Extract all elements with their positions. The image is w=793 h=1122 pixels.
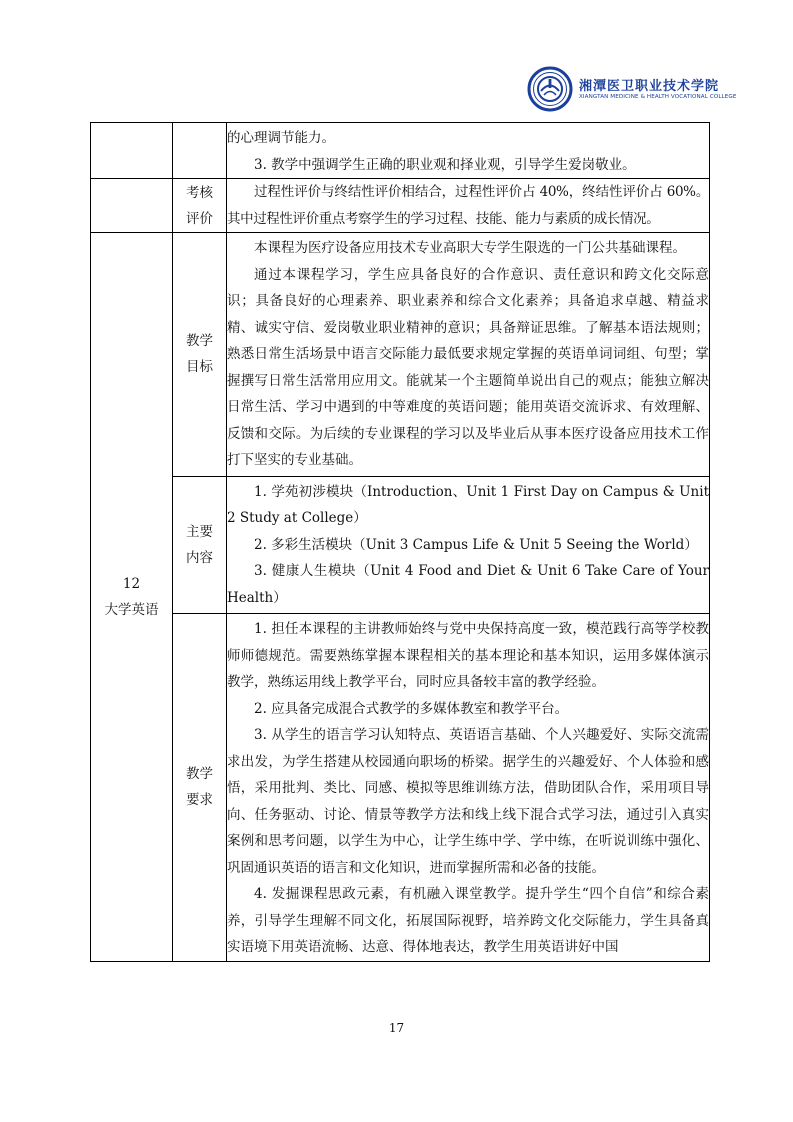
requirements-paragraph-2: 2. 应具备完成混合式教学的多媒体教室和教学平台。 (254, 700, 569, 717)
prev-requirements-text (227, 123, 710, 179)
objectives-paragraph-2: 通过本课程学习，学生应具备良好的合作意识、责任意识和跨文化交际意识；具备良好的心理素养、职业素养和综合文化素养；具备追求卓越、精益求精、诚实守信、爱岗敬业职业精神的意识；具备辩证思维。了解基本语法规则；熟悉日常生活场景中语言交际能力最低要求规定掌握的英语单词词组、句型；掌握撰写日常生活常用应用文。能就某一个主题简单说出自己的观点；能独立解决日常生活、学习中遇到的中等难度的英语问题；能用英语交流诉求、有效理解、反馈和交际。为后续的专业课程的学习以及毕业后从事本医疗设备应用技术工作打下坚实的专业基础。 (227, 266, 709, 468)
objectives-label: 教学 目标 (173, 233, 227, 477)
requirements-paragraph-3: 3. 从学生的语言学习认知特点、英语语言基础、个人兴趣爱好、实际交流需求出发，为学生搭建从校园通向职场的桥梁。据学生的兴趣爱好、个人体验和感悟，采用批判、类比、同感、模拟等思维训练方法，借助团队合作，采用项目导向、任务驱动、讨论、情景等教学方法和线上线下混合式学习法，通过引入真实案例和思考问题，以学生为中心，让学生练中学、学中练，在听说训练中强化、巩固通识英语的语言和文化知识，进而掌握所需和必备的技能。 (227, 727, 709, 876)
requirements-label: 教学 要求 (173, 614, 227, 962)
row-objectives (91, 233, 710, 477)
course-cell (91, 233, 173, 962)
row-main-content (91, 476, 710, 614)
page-number: 17 (388, 1021, 405, 1035)
content-text (227, 476, 710, 614)
content-module-1: 1. 学苑初涉模块（Introduction、Unit 1 First Day on Campus & Unit 2 Study at College） (227, 483, 709, 526)
prev-course-cell (91, 179, 173, 233)
prev-requirements-line-2: 3. 教学中强调学生正确的职业观和择业观，引导学生爱岗敬业。 (254, 156, 636, 173)
requirements-text (227, 614, 710, 962)
assessment-label: 考核 评价 (173, 179, 227, 233)
college-emblem-icon (527, 66, 573, 112)
row-teaching-requirements-continued (91, 123, 710, 179)
prev-course-cell (91, 123, 173, 179)
content-module-2: 2. 多彩生活模块（Unit 3 Campus Life & Unit 5 Seeing the World） (254, 536, 698, 553)
course-number: 12 (122, 575, 141, 592)
row-assessment (91, 179, 710, 233)
assessment-text: 过程性评价与终结性评价相结合，过程性评价占 40%，终结性评价占 60%。其中过程性评价重点考察学生的学习过程、技能、能力与素质的成长情况。 (227, 179, 710, 233)
course-table (90, 122, 710, 962)
requirements-paragraph-1: 1. 担任本课程的主讲教师始终与党中央保持高度一致，模范践行高等学校教师师德规范。需要熟练掌握本课程相关的基本理论和基本知识，运用多媒体演示教学，熟练运用线上教学平台，同时应具备较丰富的教学经验。 (227, 621, 709, 690)
college-logo (527, 66, 737, 112)
course-name: 大学英语 (104, 601, 159, 618)
content-module-3: 3. 健康人生模块（Unit 4 Food and Diet & Unit 6 Take Care of Your Health） (227, 563, 709, 606)
row-requirements (91, 614, 710, 962)
logo-english-name: XIANGTAN MEDICINE & HEALTH VOCATIONAL COLLEGE (579, 94, 737, 100)
content-label: 主要 内容 (173, 476, 227, 614)
logo-chinese-name: 湘潭医卫职业技术学院 (579, 79, 720, 94)
requirements-paragraph-4: 4. 发掘课程思政元素，有机融入课堂教学。提升学生“四个自信”和综合素养，引导学生理解不同文化，拓展国际视野，培养跨文化交际能力，学生具备真实语境下用英语流畅、达意、得体地表达，教学生用英语讲好中国 (227, 886, 709, 955)
prev-requirements-line-1: 的心理调节能力。 (227, 130, 335, 146)
objectives-paragraph-1: 本课程为医疗设备应用技术专业高职大专学生限选的一门公共基础课程。 (254, 240, 686, 256)
objectives-text (227, 233, 710, 477)
prev-label-cell (173, 123, 227, 179)
